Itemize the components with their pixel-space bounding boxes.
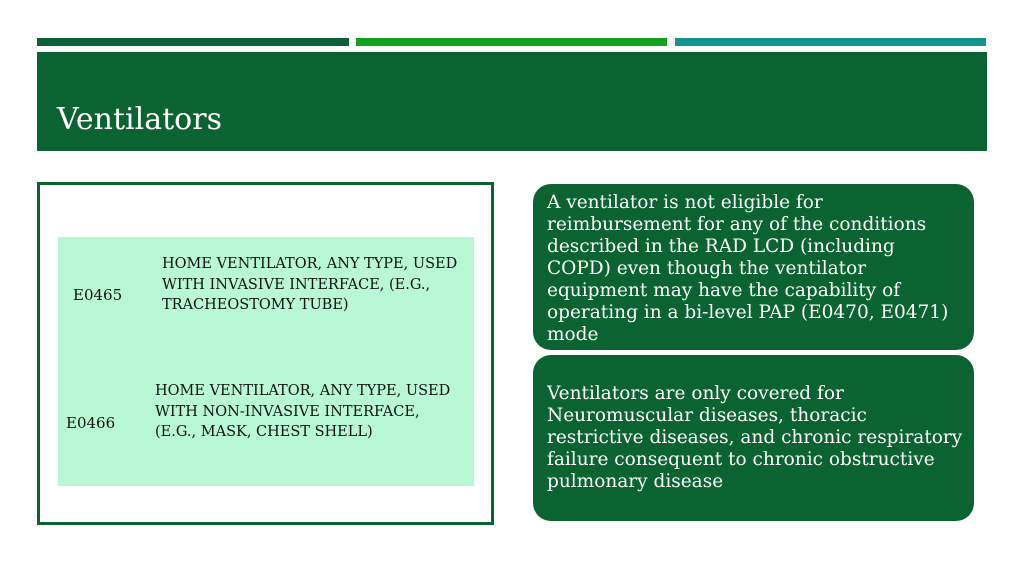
accent-bar-dark-green <box>37 38 349 46</box>
accent-bar-green <box>356 38 667 46</box>
code-e0465: E0465 <box>73 286 123 304</box>
code-e0466: E0466 <box>66 414 116 432</box>
code-table <box>58 237 474 486</box>
info-card-eligibility: A ventilator is not eligible for reimbursement for any of the conditions described in the RAD LCD (including COPD) even though the ventilator equipment may have the capability of operating in a bi-level PAP (E0470, E0471) mode <box>533 184 974 350</box>
code-e0466-description: HOME VENTILATOR, ANY TYPE, USED WITH NON-INVASIVE INTERFACE, (E.G., MASK, CHEST SHELL) <box>155 383 451 440</box>
slide-title: Ventilators <box>57 102 222 137</box>
info-card-coverage: Ventilators are only covered for Neuromuscular diseases, thoracic restrictive diseases, and chronic respiratory failure consequent to chronic obstructive pulmonary disease <box>533 355 974 521</box>
accent-bar-teal <box>675 38 986 46</box>
codes-panel <box>37 182 494 525</box>
title-banner <box>37 52 987 151</box>
code-e0465-description: HOME VENTILATOR, ANY TYPE, USED WITH INVASIVE INTERFACE, (E.G., TRACHEOSTOMY TUBE) <box>162 256 458 313</box>
